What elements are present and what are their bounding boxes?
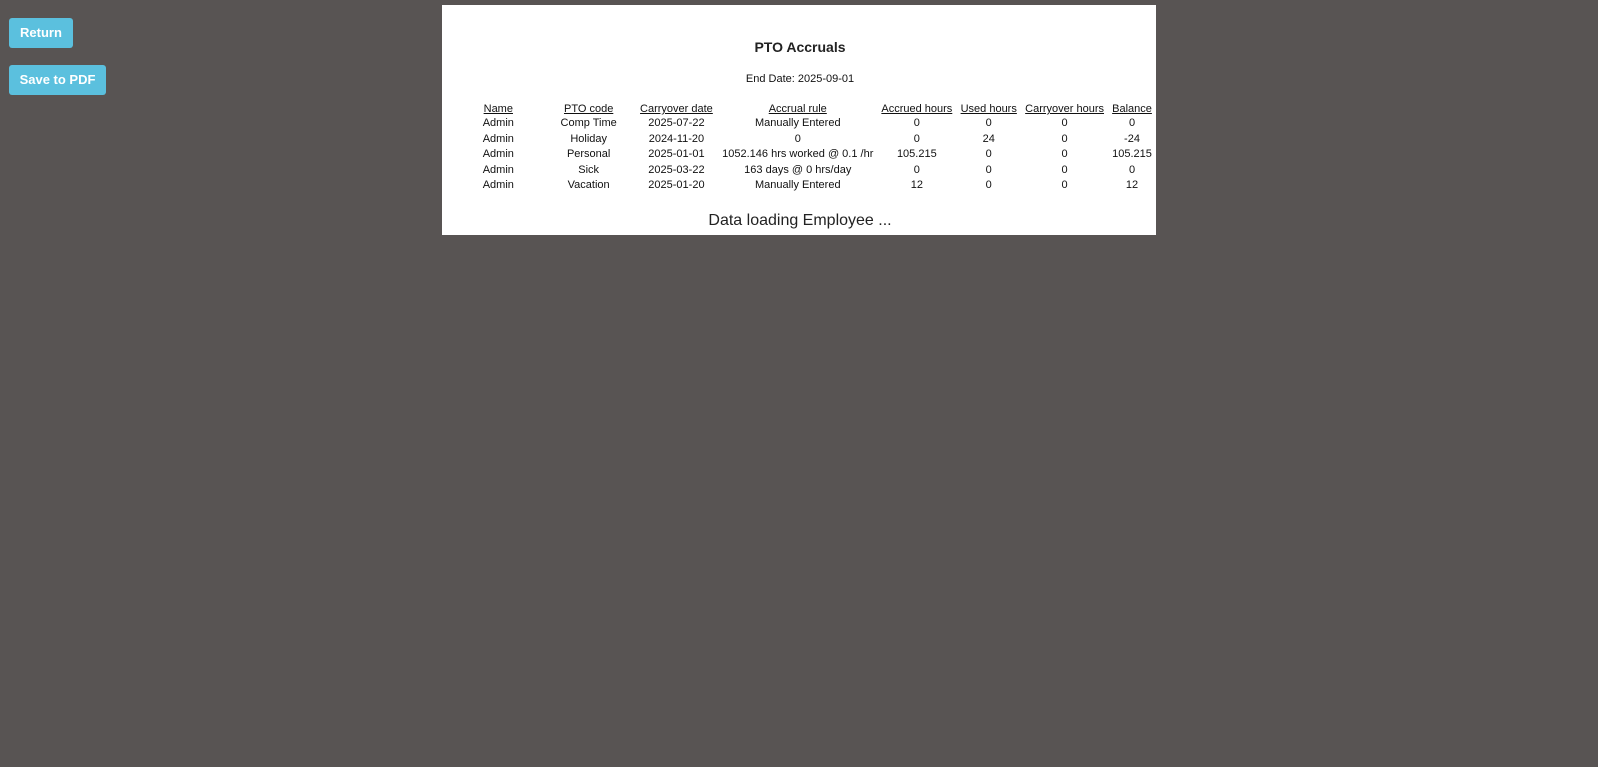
- cell-accrued-hours: 0: [913, 163, 920, 176]
- return-button[interactable]: Return: [9, 18, 73, 48]
- cell-pto-code: Sick: [578, 163, 600, 176]
- table-row: [454, 147, 1156, 163]
- table-row: [454, 178, 1156, 194]
- cell-used-hours: 0: [985, 117, 992, 129]
- cell-balance: -24: [1124, 132, 1140, 145]
- cell-balance: 0: [1128, 163, 1136, 176]
- cell-accrual-rule: 1052.146 hrs worked @ 0.1 /hr: [722, 148, 874, 160]
- save-to-pdf-button[interactable]: Save to PDF: [9, 65, 106, 95]
- report-panel: [442, 5, 1156, 235]
- cell-accrual-rule: 0: [794, 132, 801, 145]
- cell-used-hours: 0: [985, 163, 992, 176]
- cell-accrual-rule: 163 days @ 0 hrs/day: [744, 163, 852, 176]
- cell-balance: 105.215: [1112, 148, 1152, 160]
- cell-used-hours: 24: [982, 132, 995, 145]
- cell-name: Admin: [482, 148, 514, 160]
- cell-accrued-hours: 0: [913, 132, 920, 145]
- header-pto-code: PTO code: [563, 103, 614, 115]
- cell-balance: 12: [1125, 179, 1139, 191]
- cell-carryover-date: 2025-03-22: [648, 163, 705, 176]
- header-accrual-rule: Accrual rule: [768, 103, 827, 115]
- report-title: PTO Accruals: [754, 39, 846, 55]
- header-carryover-hours: Carryover hours: [1025, 103, 1105, 115]
- cell-name: Admin: [482, 117, 514, 129]
- cell-carryover-hours: 0: [1061, 132, 1068, 145]
- header-carryover-date: Carryover date: [640, 103, 713, 115]
- cell-accrual-rule: Manually Entered: [754, 179, 841, 191]
- cell-carryover-hours: 0: [1061, 163, 1068, 176]
- cell-carryover-date: 2025-07-22: [648, 117, 705, 129]
- cell-carryover-date: 2025-01-20: [648, 179, 705, 191]
- end-date: End Date: 2025-09-01: [745, 73, 855, 85]
- header-accrued-hours: Accrued hours: [881, 103, 953, 115]
- cell-carryover-hours: 0: [1061, 148, 1068, 160]
- cell-accrued-hours: 12: [910, 179, 923, 191]
- table-header-row: [454, 102, 1156, 116]
- header-name: Name: [483, 103, 513, 115]
- cell-used-hours: 0: [985, 179, 992, 191]
- cell-pto-code: Vacation: [567, 179, 610, 191]
- pto-accruals-table: [454, 102, 1156, 194]
- cell-pto-code: Personal: [566, 148, 611, 160]
- cell-carryover-hours: 0: [1061, 179, 1068, 191]
- cell-carryover-hours: 0: [1061, 117, 1068, 129]
- cell-balance: 0: [1128, 117, 1136, 129]
- loading-message: Data loading Employee ...: [708, 212, 892, 229]
- cell-used-hours: 0: [985, 148, 992, 160]
- table-row: [454, 132, 1156, 148]
- cell-accrued-hours: 0: [913, 117, 920, 129]
- cell-accrued-hours: 105.215: [896, 148, 937, 160]
- table-row: [454, 163, 1156, 179]
- cell-name: Admin: [482, 132, 514, 145]
- table-row: [454, 116, 1156, 132]
- cell-pto-code: Holiday: [570, 132, 607, 145]
- cell-carryover-date: 2025-01-01: [648, 148, 705, 160]
- cell-name: Admin: [482, 179, 514, 191]
- cell-name: Admin: [482, 163, 514, 176]
- cell-accrual-rule: Manually Entered: [754, 117, 841, 129]
- cell-carryover-date: 2024-11-20: [648, 132, 705, 145]
- header-used-hours: Used hours: [960, 103, 1017, 115]
- header-balance: Balance: [1112, 103, 1152, 115]
- cell-pto-code: Comp Time: [560, 117, 617, 129]
